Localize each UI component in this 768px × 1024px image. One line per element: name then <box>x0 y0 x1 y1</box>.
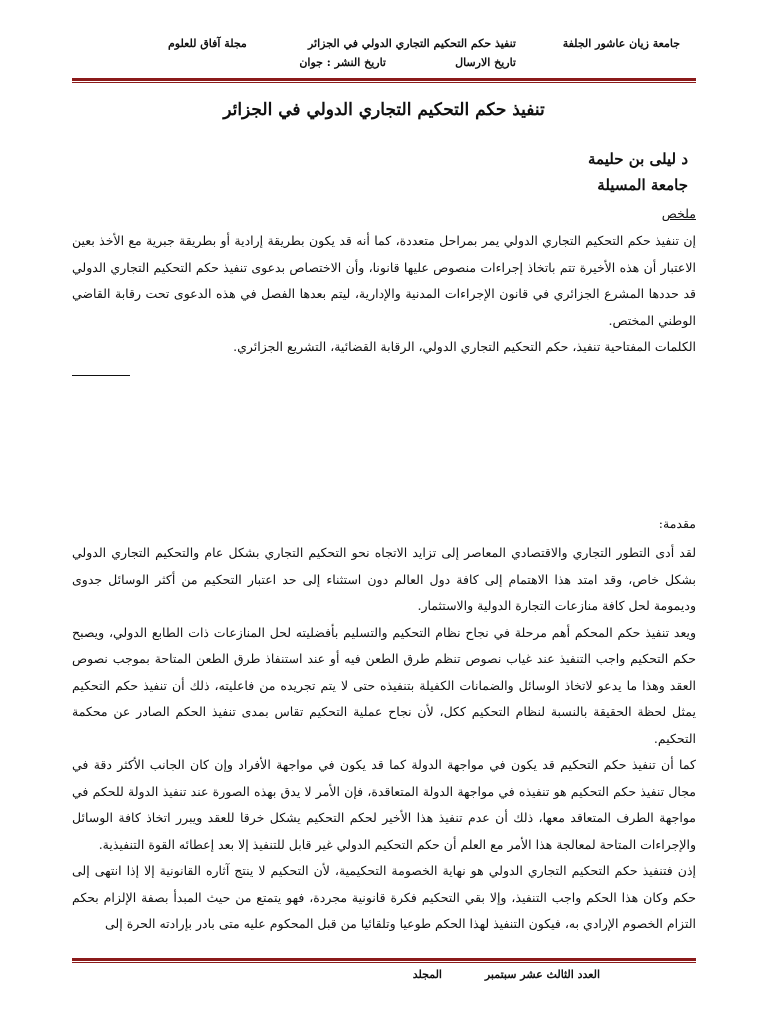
intro-paragraph: إذن فتنفيذ حكم التحكيم التجاري الدولي هو نهاية الخصومة التحكيمية، لأن التحكيم لا ينتج آثاره القانونية إلا إذا انتهى إلى حكم وكان هذا الحكم واجب التنفيذ، وإلا بقي التحكيم فكرة قانونية مجردة، فهو يتمتع من حيث المبدأ بصفة الإلزام بحكم التزام الخصوم الإرادي به، فيكون التنفيذ لهذا الحكم طوعيا وتلقائيا من قبل المحكوم عليه متى بادر بإرادته الحرة إلى <box>72 863 696 931</box>
keywords: الكلمات المفتاحية تنفيذ، حكم التحكيم التجاري الدولي، الرقابة القضائية، التشريع الجزائري. <box>233 339 696 354</box>
footer-rule <box>72 958 696 961</box>
header-article-title: تنفيذ حكم التحكيم التجاري الدولي في الجزائر <box>307 37 516 50</box>
intro-body <box>72 540 696 938</box>
abstract-label: ملخص <box>661 206 696 221</box>
abstract-text: إن تنفيذ حكم التحكيم التجاري الدولي يمر بمراحل متعددة، كما أنه قد يكون بطريقة إرادية أو بطريقة جبرية مع الأخذ بعين الاعتبار أن هذه الأخيرة تتم باتخاذ إجراءات منصوص عليها قانونا، وأن الاختصاص بدعوى تنفيذ حكم التحكيم التجاري الدولي قد حددها المشرع الجزائري في قانون الإجراءات المدنية والإدارية، ليتم بعدها الفصل في هذه الدعوى تحت رقابة القاضي الوطني المختص. <box>72 233 696 328</box>
header-rule-thin <box>72 82 696 83</box>
author-affiliation: جامعة المسيلة <box>597 176 688 194</box>
header-journal: مجلة آفاق للعلوم <box>168 37 247 50</box>
header-university: جامعة زيان عاشور الجلفة <box>562 37 680 50</box>
abstract-body <box>72 228 696 361</box>
running-footer <box>0 968 768 986</box>
running-subheader <box>0 56 768 74</box>
footnote-separator <box>72 375 130 376</box>
intro-paragraph: كما أن تنفيذ حكم التحكيم قد يكون في مواجهة الدولة كما قد يكون في مواجهة الأفراد وإن كان الجانب الأكثر دقة في مجال تنفيذ حكم التحكيم هو تنفيذه في مواجهة الدولة المتعاقدة، فإن الأمر لا يدق بهذه الصورة عند تنفيذ الدولة للحكم في مواجهة الطرف المتعاقد معها، ذلك أن عدم تنفيذ هذا الأخير لحكم التحكيم يشكل خرقا للعقد ويبرر اتخاذ كافة الوسائل والإجراءات المتاحة لمعالجة هذا الأمر مع العلم أن حكم التحكيم الدولي غير قابل للتنفيذ إلا بعد إعطائه القوة التنفيذية. <box>72 757 696 852</box>
intro-paragraph: لقد أدى التطور التجاري والاقتصادي المعاصر إلى تزايد الاتجاه نحو التحكيم التجاري بشكل عام والتحكيم التجاري الدولي بشكل خاص، وقد امتد هذا الاهتمام إلى كافة دول العالم دون استثناء إلى حد اعتبار التحكيم من أكثر الوسائل جدوى وديمومة لحل كافة منازعات التجارة الدولية والاستثمار. <box>72 545 696 613</box>
intro-label: مقدمة: <box>658 516 696 531</box>
article-title: تنفيذ حكم التحكيم التجاري الدولي في الجزائر <box>223 100 545 120</box>
footer-volume: المجلد <box>412 968 442 981</box>
running-header <box>0 37 768 55</box>
header-rule <box>72 78 696 81</box>
author-name: د ليلى بن حليمة <box>588 150 688 168</box>
footer-rule-thin <box>72 962 696 963</box>
header-publish-date: تاريخ النشر : جوان <box>299 56 386 69</box>
footer-issue: العدد الثالث عشر سبتمبر <box>484 968 600 981</box>
intro-paragraph: ويعد تنفيذ حكم المحكم أهم مرحلة في نجاح نظام التحكيم والتسليم بأفضليته لحل المنازعات ذات الطابع الدولي، ويصبح حكم التحكيم واجب التنفيذ عند غياب نصوص تنظم طرق الطعن فيه أو عند استنفاذ طرق الطعن المتاحة بموجب نصوص العقد وهذا ما يدعو لاتخاذ الوسائل والضمانات الكفيلة بتنفيذه حتى لا يتم تجريده من فاعليته، ذلك أن تنفيذ حكم التحكيم يمثل لحظة الحقيقة بالنسبة لنظام التحكيم ككل، لأن نجاح عملية التحكيم تقاس بمدى تنفيذ الحكم الصادر عن محكمة التحكيم. <box>72 624 696 746</box>
header-sent-date: تاريخ الارسال <box>455 56 516 69</box>
